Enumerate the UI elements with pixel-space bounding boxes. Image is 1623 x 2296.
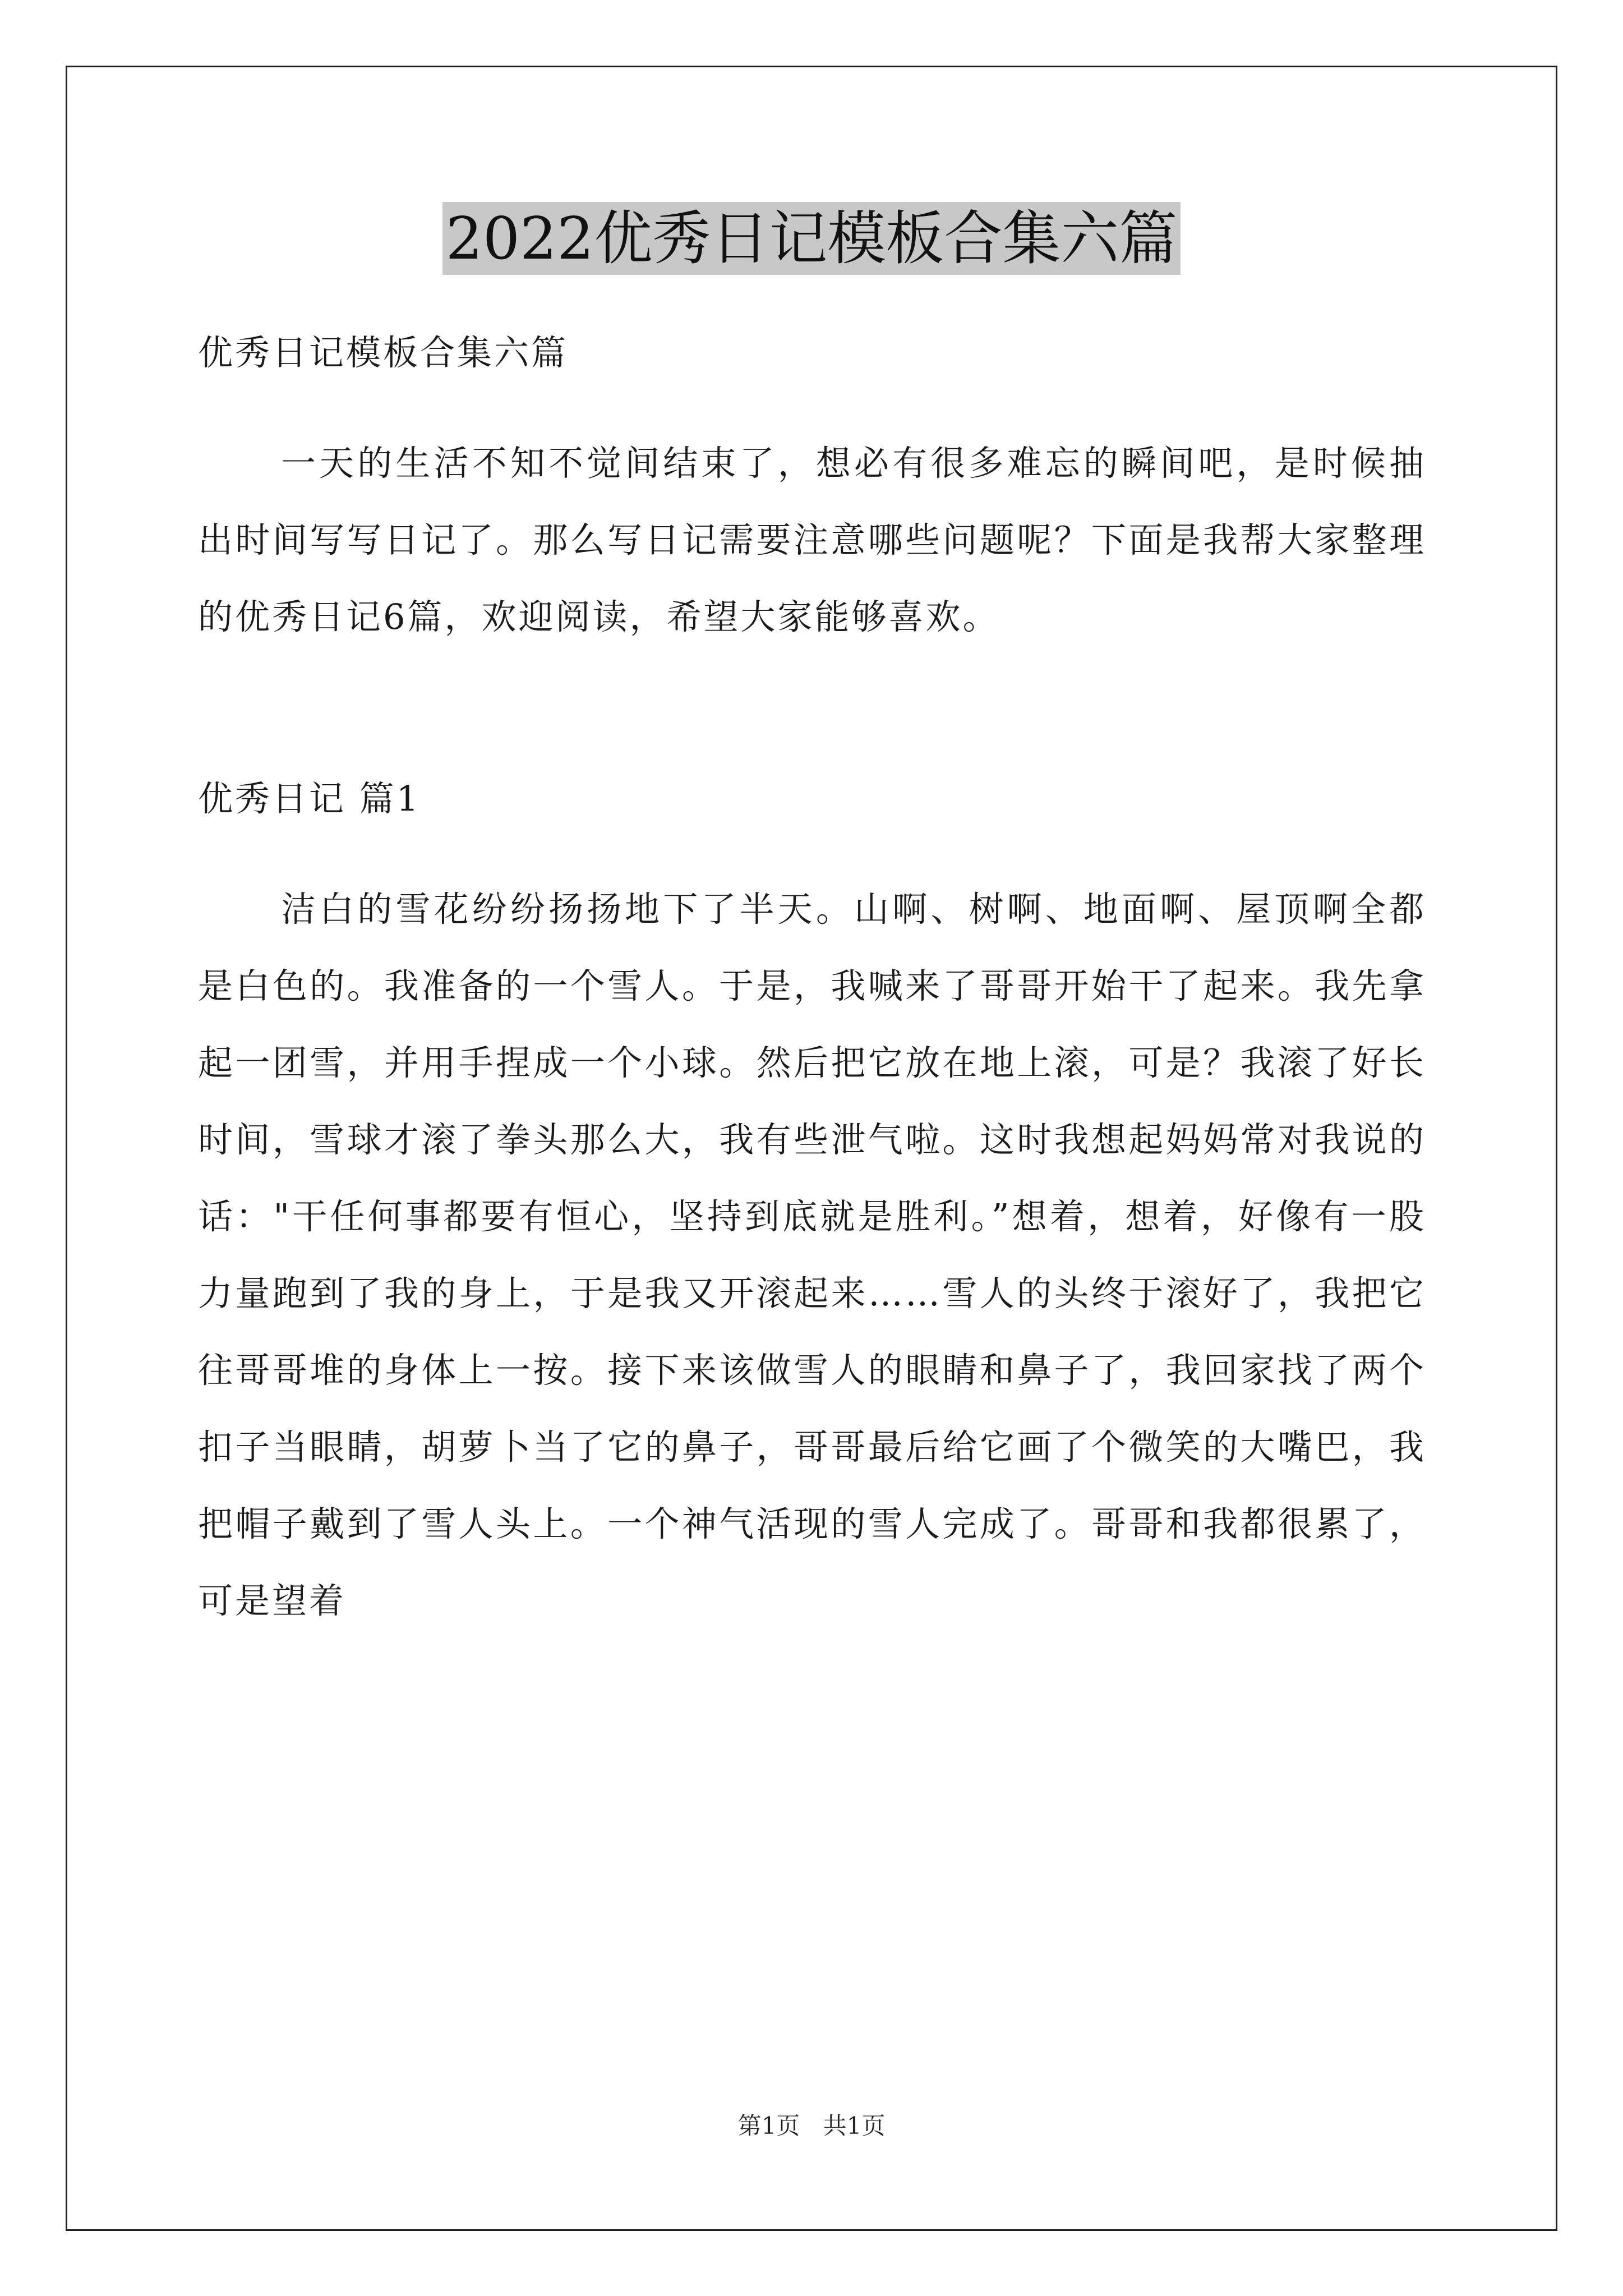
title-container <box>0 202 1623 275</box>
document-body <box>198 314 1426 1639</box>
document-subtitle: 优秀日记模板合集六篇 <box>198 332 569 373</box>
page-footer <box>0 2109 1623 2143</box>
intro-paragraph: 一天的生活不知不觉间结束了，想必有很多难忘的瞬间吧，是时候抽出时间写写日记了。那么写日记需要注意哪些问题呢？下面是我帮大家整理的优秀日记6篇，欢迎阅读，希望大家能够喜欢。 <box>198 443 1426 637</box>
section-heading: 优秀日记 篇1 <box>198 778 421 819</box>
page-number: 第1页 <box>737 2112 800 2139</box>
page-total: 共1页 <box>823 2112 886 2139</box>
document-title: 2022优秀日记模板合集六篇 <box>442 202 1181 275</box>
section-paragraph: 洁白的雪花纷纷扬扬地下了半天。山啊、树啊、地面啊、屋顶啊全都是白色的。我准备的一个雪人。于是，我喊来了哥哥开始干了起来。我先拿起一团雪，并用手捏成一个小球。然后把它放在地上滚，可是？我滚了好长时间，雪球才滚了拳头那么大，我有些泄气啦。这时我想起妈妈常对我说的话："干任何事都要有恒心，坚持到底就是胜利。”想着，想着，好像有一股力量跑到了我的身上，于是我又开滚起来……雪人的头终于滚好了，我把它往哥哥堆的身体上一按。接下来该做雪人的眼睛和鼻子了，我回家找了两个扣子当眼睛，胡萝卜当了它的鼻子，哥哥最后给它画了个微笑的大嘴巴，我把帽子戴到了雪人头上。一个神气活现的雪人完成了。哥哥和我都很累了，可是望着 <box>198 889 1426 1621</box>
